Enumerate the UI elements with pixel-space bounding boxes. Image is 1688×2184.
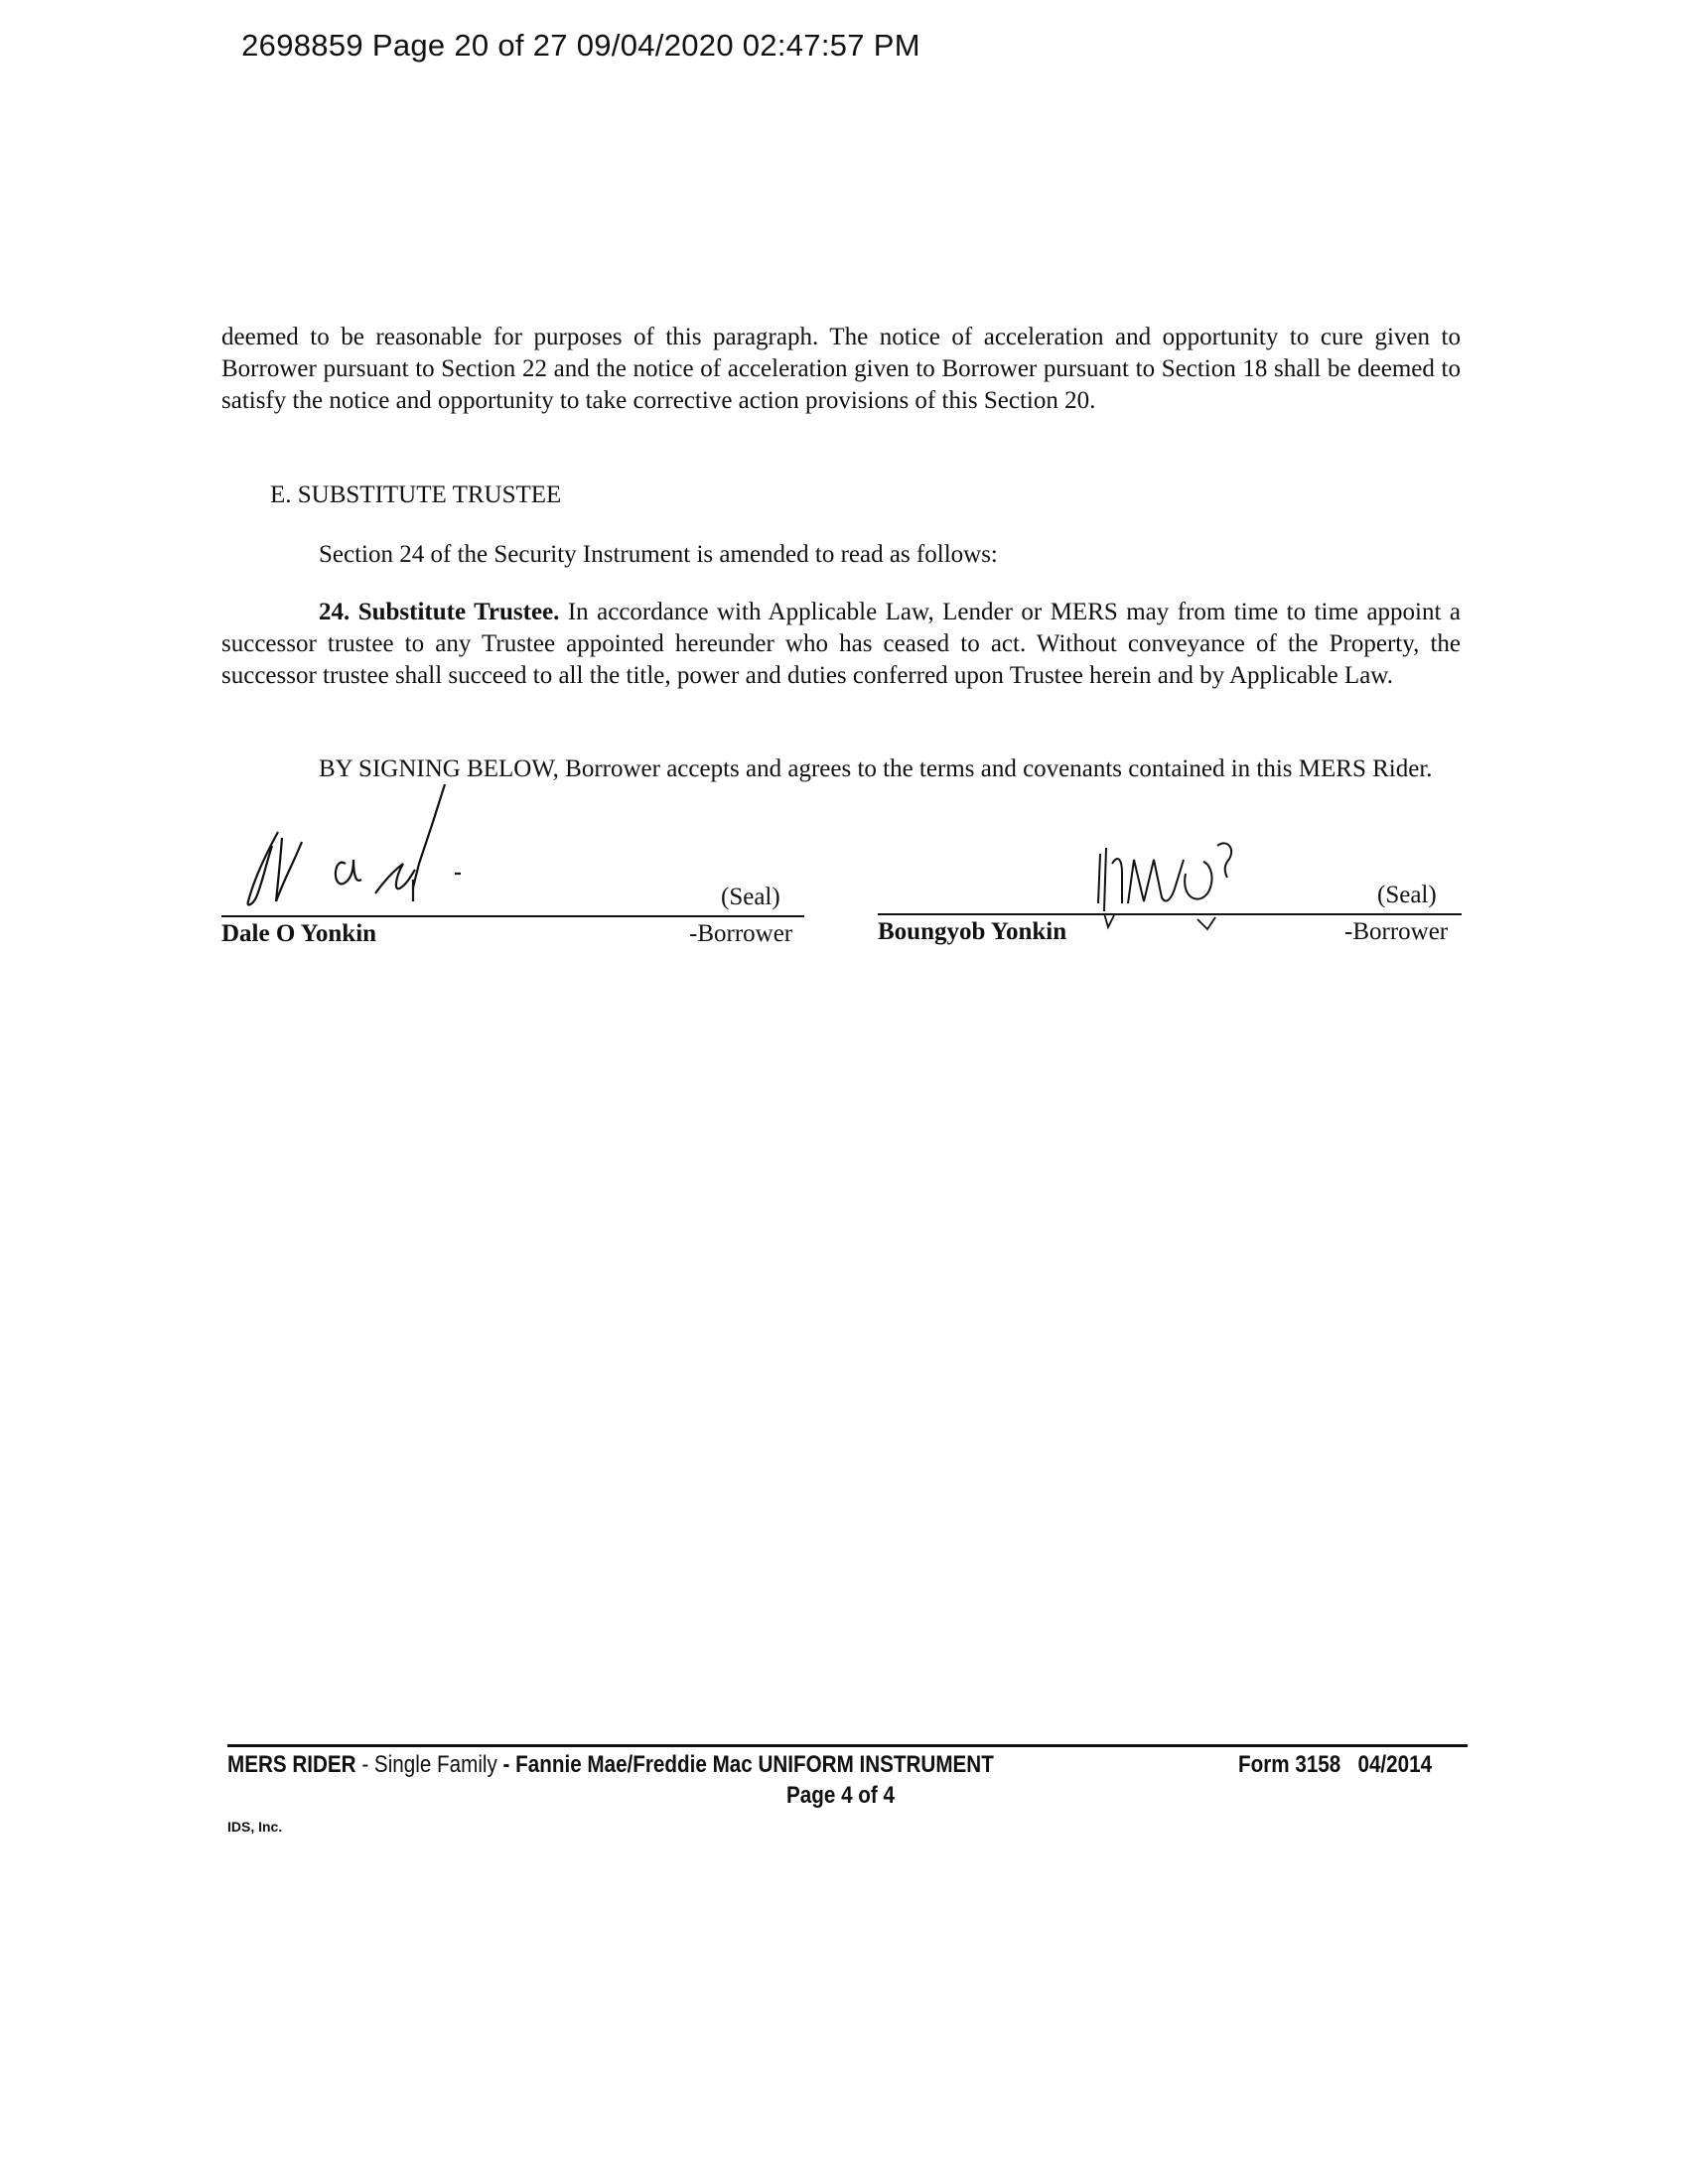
signing-paragraph: BY SIGNING BELOW, Borrower accepts and agrees to the terms and covenants contained in this MERS Rider.	[319, 755, 1433, 782]
seal-label-boungyob: (Seal)	[1377, 882, 1437, 908]
signature-dale	[236, 784, 485, 918]
footer-page-label: Page 4 of 4	[786, 1782, 895, 1809]
paragraph-continuation: deemed to be reasonable for purposes of this paragraph. The notice of acceleration and opportunity to cure given to Borrower pursuant to Section 22 and the notice of acceleration given to Borrower pursuant to Section 18 shall be deemed to satisfy the notice and opportunity to take corrective action provisions of this Section 20.	[221, 324, 1461, 414]
section-heading-substitute-trustee: E. SUBSTITUTE TRUSTEE	[270, 481, 562, 508]
footer-vendor: IDS, Inc.	[227, 1819, 283, 1835]
recording-stamp: 2698859 Page 20 of 27 09/04/2020 02:47:57 PM	[241, 28, 920, 63]
role-label-dale: -Borrower	[689, 920, 793, 947]
section-24-text: In accordance with Applicable Law, Lender or MERS may from time to time appoint a successor trustee to any Trustee appointed hereunder who has ceased to act. Without conveyance of the Property, the successor trustee shall succeed to all the title, power and duties conferred upon Trustee herein and by Applicable Law.	[221, 599, 1462, 689]
borrower-name-boungyob: Boungyob Yonkin	[878, 918, 1067, 945]
footer-rider-label: MERS RIDER	[227, 1751, 356, 1778]
section-24-paragraph	[221, 597, 1461, 692]
section-24-title: 24. Substitute Trustee.	[319, 599, 560, 625]
footer-instrument-label: Fannie Mae/Freddie Mac UNIFORM INSTRUMENT	[515, 1751, 994, 1778]
seal-label-dale: (Seal)	[721, 884, 780, 910]
signature-boungyob	[1088, 834, 1247, 943]
footer-rule	[227, 1744, 1468, 1747]
section-24-intro: Section 24 of the Security Instrument is amended to read as follows:	[319, 541, 998, 568]
signature-line-dale	[221, 915, 804, 917]
role-label-boungyob: -Borrower	[1344, 918, 1449, 945]
footer-form-date: 04/2014	[1357, 1751, 1433, 1778]
footer-separator-1: -	[355, 1751, 374, 1778]
footer-form-label: Form 3158	[1238, 1751, 1341, 1778]
footer-form-title	[227, 1751, 994, 1779]
signature-line-boungyob	[878, 913, 1462, 915]
footer-separator-2: -	[496, 1751, 516, 1778]
borrower-name-dale: Dale O Yonkin	[221, 920, 377, 947]
footer-page-number	[786, 1782, 895, 1810]
footer-form-number	[1238, 1751, 1432, 1779]
footer-family-label: Single Family	[373, 1751, 497, 1778]
